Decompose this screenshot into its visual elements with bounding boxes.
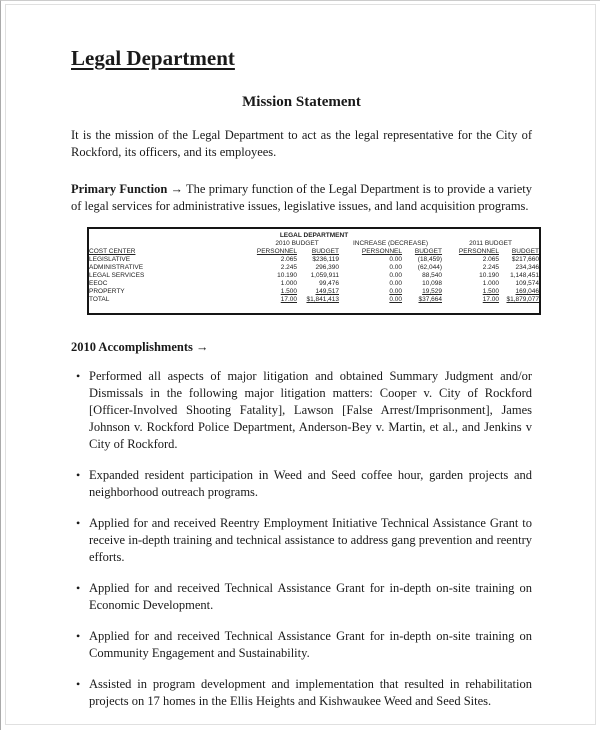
column-header: BUDGET xyxy=(414,248,442,255)
table-cell: 99,476 xyxy=(319,280,339,287)
table-cell: 0.00 xyxy=(389,256,402,263)
list-item-text: Assisted in program development and implementation that resulted in rehabilitation projects on 17 homes in the Ellis Heights and Kishwaukee Weed and Seed Sites. xyxy=(89,677,532,708)
accomplishments-list xyxy=(71,368,532,710)
document-content xyxy=(1,45,600,710)
table-cell: 0.00 xyxy=(389,280,402,287)
table-cell: 109,574 xyxy=(515,280,540,287)
table-cell: 2.065 xyxy=(482,256,499,263)
table-cell-cost-center: EEOC xyxy=(89,280,108,287)
list-item-text: Expanded resident participation in Weed and Seed coffee hour, garden projects and neighborhood outreach programs. xyxy=(89,468,532,499)
list-item xyxy=(71,467,532,501)
table-cell-cost-center: LEGAL SERVICES xyxy=(89,272,145,279)
list-item xyxy=(71,676,532,710)
table-cell: (62,044) xyxy=(417,264,442,271)
table-cell-cost-center: ADMINISTRATIVE xyxy=(89,264,144,271)
table-cell: 1.500 xyxy=(280,288,297,295)
table-column-header-row xyxy=(89,248,539,256)
table-cell-cost-center: PROPERTY xyxy=(89,288,125,295)
list-item xyxy=(71,628,532,662)
mission-statement-text: It is the mission of the Legal Department to act as the legal representative for the City of Rockford, its officers, and its employees. xyxy=(71,128,532,159)
cost-center-header: COST CENTER xyxy=(89,248,136,255)
table-row xyxy=(89,256,539,264)
table-cell: 10,098 xyxy=(422,280,442,287)
column-header: PERSONNEL xyxy=(361,248,402,255)
table-cell-total: $1,879,077 xyxy=(506,296,540,303)
table-cell: 10.190 xyxy=(479,272,499,279)
table-cell: 88,540 xyxy=(422,272,442,279)
table-cell: 149,517 xyxy=(315,288,339,295)
table-cell: $217,660 xyxy=(511,256,540,263)
table-cell: 234,346 xyxy=(515,264,540,271)
group-header-increase-decrease: INCREASE (DECREASE) xyxy=(352,240,429,247)
table-cell: 0.00 xyxy=(389,264,402,271)
table-cell-total: 17.00 xyxy=(280,296,297,303)
primary-function-text: The primary function of the Legal Department is to provide a variety of legal services for administrative issues, legislative issues, and land acquisition programs. xyxy=(71,182,532,213)
group-header-2010-budget: 2010 BUDGET xyxy=(275,240,319,247)
budget-table-container xyxy=(87,227,541,315)
bullet-icon: • xyxy=(76,468,81,482)
page-title: Legal Department xyxy=(71,46,235,70)
table-cell: 2.065 xyxy=(280,256,297,263)
mission-statement-heading: Mission Statement xyxy=(242,94,361,110)
table-cell-total: 17.00 xyxy=(482,296,499,303)
table-cell: 1,059,911 xyxy=(310,272,339,279)
table-cell: 1.500 xyxy=(482,288,499,295)
table-title: LEGAL DEPARTMENT xyxy=(279,232,349,239)
table-cell-cost-center: LEGISLATIVE xyxy=(89,256,131,263)
table-group-header-row xyxy=(89,240,539,248)
primary-function-label: Primary Function → xyxy=(71,182,184,196)
table-cell: 10.190 xyxy=(277,272,297,279)
table-row xyxy=(89,288,539,296)
group-header-2011-budget: 2011 BUDGET xyxy=(469,240,512,247)
bullet-icon: • xyxy=(76,581,81,595)
bullet-icon: • xyxy=(76,677,81,691)
table-row xyxy=(89,264,539,272)
table-cell: 1,148,451 xyxy=(510,272,540,279)
list-item xyxy=(71,368,532,453)
table-row xyxy=(89,272,539,280)
budget-table xyxy=(89,232,539,304)
table-row xyxy=(89,280,539,288)
bullet-icon: • xyxy=(76,629,81,643)
table-cell: 19,529 xyxy=(422,288,442,295)
table-cell: 0.00 xyxy=(389,272,402,279)
column-header: BUDGET xyxy=(311,248,339,255)
table-title-row xyxy=(89,232,539,240)
column-header: BUDGET xyxy=(511,248,540,255)
list-item xyxy=(71,580,532,614)
table-cell: (18,459) xyxy=(417,256,442,263)
table-cell-total: 0.00 xyxy=(389,296,402,303)
total-label: TOTAL xyxy=(89,296,110,303)
bullet-icon: • xyxy=(76,369,81,383)
table-cell: 296,390 xyxy=(315,264,339,271)
table-cell: 2.245 xyxy=(280,264,297,271)
column-header: PERSONNEL xyxy=(256,248,297,255)
table-cell: 169,046 xyxy=(515,288,540,295)
list-item-text: Applied for and received Technical Assistance Grant for in-depth on-site training on Economic Development. xyxy=(89,581,532,612)
bullet-icon: • xyxy=(76,516,81,530)
table-cell-total: $37,664 xyxy=(418,296,442,303)
list-item-text: Applied for and received Reentry Employment Initiative Technical Assistance Grant to receive in-depth training and technical assistance to address gang prevention and reentry efforts. xyxy=(89,516,532,564)
list-item-text: Performed all aspects of major litigation and obtained Summary Judgment and/or Dismissals in the following major litigation matters: Cooper v. City of Rockford [Officer-Involved Shooting Fatality], Lawson [False Arrest/Imprisonment], James Johnson v. Rockford Police Department, Anderson-Bey v. Martin, et al., and Jenkins v City of Rockford. xyxy=(89,369,532,451)
table-cell: 0.00 xyxy=(389,288,402,295)
column-header: PERSONNEL xyxy=(458,248,499,255)
table-cell: 1.000 xyxy=(482,280,499,287)
table-total-row xyxy=(89,296,539,304)
accomplishments-heading: 2010 Accomplishments → xyxy=(71,340,209,354)
table-cell-total: $1,841,413 xyxy=(306,296,339,303)
list-item xyxy=(71,515,532,566)
table-cell: 2.245 xyxy=(482,264,499,271)
table-cell: 1.000 xyxy=(280,280,297,287)
table-cell: $236,119 xyxy=(312,256,339,263)
list-item-text: Applied for and received Technical Assistance Grant for in-depth on-site training on Community Engagement and Sustainability. xyxy=(89,629,532,660)
primary-function-paragraph xyxy=(71,181,532,215)
